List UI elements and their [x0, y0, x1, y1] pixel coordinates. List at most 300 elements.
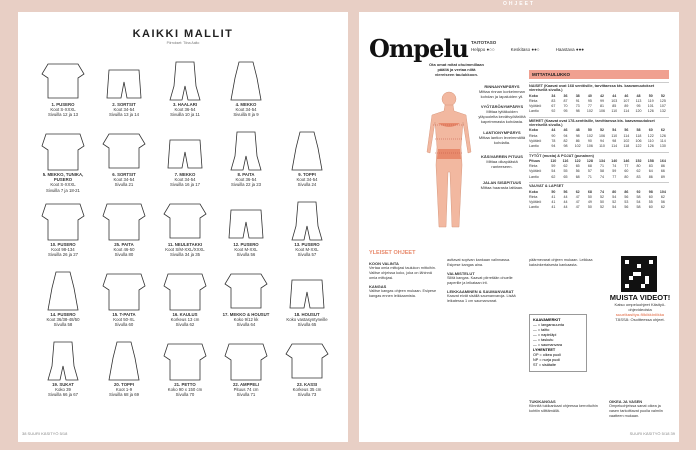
body-label: JALAN SISÄPITUUS Mittaa haarasta lattiaan.	[480, 180, 524, 190]
model-page: Sivuilla 26 ja 27	[47, 252, 79, 258]
model-number: 7. MEKKO	[174, 172, 196, 177]
legend-box	[529, 314, 587, 372]
model-page: Sivulla 73	[297, 392, 317, 398]
right-page	[359, 12, 679, 442]
model-size: Koko 39	[55, 387, 71, 393]
table-cell: 73	[575, 103, 580, 108]
table-cell: 56	[624, 128, 629, 133]
table-cell: 114	[611, 143, 618, 148]
table-section-title: TYTÖT (musta) & POJAT (punainen)	[529, 152, 669, 159]
table-row	[529, 143, 669, 148]
table-cell: 107	[623, 98, 630, 103]
table-cell: 44	[563, 195, 568, 200]
table-cell: 54	[636, 200, 641, 205]
garment-drawing	[156, 126, 214, 172]
paragraph: auttavat sopivan kankaan valinnassa. Esipese kangas aina.	[447, 258, 511, 267]
table-cell: 89	[624, 103, 629, 108]
table-cell: 46	[563, 128, 568, 133]
table-cell: 80	[636, 164, 641, 169]
garment-drawing	[95, 266, 153, 312]
table-cell: 59	[612, 169, 617, 174]
model-number: 16. KAULUS	[172, 312, 198, 317]
garment-drawing	[95, 126, 153, 172]
model-item	[34, 336, 92, 406]
model-item	[156, 126, 214, 196]
table-cell: 94	[600, 138, 605, 143]
model-item	[156, 336, 214, 406]
table-row	[529, 205, 669, 210]
table-cell: 106	[586, 143, 593, 148]
model-page: Sivuilla 66 ja 67	[47, 392, 79, 398]
abbr-item: NP = nurja puoli	[533, 358, 561, 362]
table-cell: 125	[659, 98, 666, 103]
table-cell: 55	[648, 200, 653, 205]
table-cell: 110	[611, 109, 618, 114]
model-size: Koko 9/12 kk	[233, 317, 259, 323]
table-cell: 52	[600, 205, 605, 210]
table-cell: 86	[624, 189, 629, 194]
table-cell: 71	[587, 174, 592, 179]
garment-drawing	[278, 336, 336, 382]
table-cell: Vyötärö	[529, 169, 542, 174]
table-cell: 130	[659, 143, 666, 148]
table-cell: 164	[659, 159, 666, 164]
table-row	[529, 200, 669, 205]
model-number: 10. PUSERO	[50, 242, 76, 247]
table-cell: 102	[586, 109, 593, 114]
table-cell: 122	[635, 143, 642, 148]
table-cell: 52	[612, 200, 617, 205]
model-size: Koot S/M-XXL/XXXL	[165, 247, 205, 253]
model-item	[34, 56, 92, 126]
model-item	[217, 196, 275, 266]
table-cell: 54	[551, 169, 556, 174]
table-cell: 114	[623, 133, 630, 138]
table-cell: 91	[575, 98, 580, 103]
model-page: Sivuilla 10 ja 11	[170, 112, 200, 118]
legend-item: — = saumanvara	[533, 343, 563, 347]
page-title: KAIKKI MALLIT	[132, 28, 234, 40]
table-cell: 38	[575, 93, 580, 98]
column-1	[369, 258, 441, 299]
table-cell: 55	[563, 169, 568, 174]
table-cell: 116	[562, 159, 569, 164]
table-cell: 48	[636, 93, 641, 98]
model-page: Sivuilla 12 ja 13	[47, 112, 79, 118]
table-cell: 82	[563, 138, 568, 143]
model-item	[34, 126, 92, 196]
garment-drawing	[217, 196, 275, 242]
table-cell: 44	[551, 128, 556, 133]
abbr-title: LYHENTEET	[533, 348, 556, 352]
table-section-title: MIEHET (Kaavat ovat 178-senttisille, tarvittaessa kts. kaavamuutokset viereisellä sivulla.)	[529, 117, 669, 128]
table-cell: 152	[635, 159, 642, 164]
table-row	[529, 109, 669, 114]
table-cell: 62	[660, 195, 665, 200]
model-size: Koot S-XXXL	[50, 107, 76, 113]
model-size: Koot M-XXL	[295, 247, 319, 253]
table-cell: 65	[563, 174, 568, 179]
table-cell: 110	[599, 143, 605, 148]
model-number: 23. KASSI	[296, 382, 318, 387]
model-page: Sivulla 21	[114, 182, 134, 188]
model-size: Koot 34-54	[235, 107, 257, 113]
paragraph: Kaavat eivät sisällä saumanvaroja. Lisää leikatessa 1 cm saumanvarat.	[447, 294, 516, 303]
garment-drawing	[34, 266, 92, 312]
column-2	[447, 258, 519, 304]
heading: KANGAS	[369, 284, 387, 289]
table-cell: 46	[624, 93, 629, 98]
table-cell: 62	[660, 128, 665, 133]
table-cell: 95	[636, 103, 641, 108]
paragraph: Valitse kangas ohjeen mukaan. Esipese kangas ennen leikkaamista.	[369, 289, 437, 298]
model-size: Koot M-XXL	[234, 247, 258, 253]
model-item	[278, 266, 336, 336]
table-cell: 64	[648, 169, 653, 174]
table-cell: 86	[660, 164, 665, 169]
model-number: 2. SORTSIT	[112, 102, 136, 107]
table-cell: 140	[611, 159, 618, 164]
model-number: 14. PUSERO	[50, 312, 76, 317]
table-cell: 74	[600, 189, 605, 194]
page-subtitle: Piirrokset: Tiina Aalto	[166, 41, 200, 45]
table-cell: 106	[599, 133, 606, 138]
table-cell: Rinta	[529, 133, 538, 138]
heading: OIKEA JA VASEN	[609, 399, 643, 404]
table-cell: 54	[612, 128, 617, 133]
top-note-text: Ota omat mitat ohuimmillaan päällä ja vertaa niitä viereiseen taulukkoon.	[429, 62, 484, 77]
table-cell: 77	[587, 103, 592, 108]
table-cell: 98	[575, 133, 580, 138]
table-cell: 62	[563, 164, 568, 169]
table-cell: 60	[648, 195, 653, 200]
table-cell: 120	[635, 109, 642, 114]
table-cell: 59	[551, 164, 556, 169]
table-cell: 56	[563, 189, 568, 194]
model-number: 21. PETTO	[174, 382, 196, 387]
table-cell: 41	[551, 200, 556, 205]
model-size: Korkeus 13 cm	[170, 317, 200, 323]
table-cell: 99	[600, 98, 605, 103]
model-page: Sivuilla 22 ja 23	[230, 182, 262, 188]
model-page: Sivuilla 13 ja 14	[108, 112, 140, 118]
table-cell: 62	[636, 169, 641, 174]
table-cell: 68	[587, 164, 592, 169]
garment-drawing	[217, 266, 275, 312]
table-cell: 58	[636, 195, 641, 200]
table-cell: 44	[612, 93, 617, 98]
model-page: Sivulla 58	[53, 322, 73, 328]
table-cell: 102	[586, 133, 593, 138]
garment-drawing	[34, 56, 92, 102]
model-size: Koot S-XXXL	[50, 182, 76, 188]
model-size: Pituus 74 cm	[233, 387, 259, 393]
model-item	[217, 126, 275, 196]
model-item	[95, 266, 153, 336]
body-label: RINNANYMPÄRYS Mittaa rinnan korkeimman kohdan ja lapaluiden yli.	[478, 84, 526, 99]
heading: VALMISTELUT	[447, 271, 475, 276]
table-cell: 50	[587, 128, 592, 133]
right-footer: SUURI KÄSITYÖ 5/18 39	[629, 431, 675, 436]
table-cell: Vyötärö	[529, 138, 542, 143]
table-cell: 42	[600, 93, 605, 98]
model-size: Koot 34-54	[113, 177, 135, 183]
table-cell: 126	[647, 109, 654, 114]
qr-code[interactable]	[621, 256, 657, 292]
table-cell: 86	[575, 138, 580, 143]
model-page: Sivuilla 8 ja 9	[233, 112, 259, 118]
table-cell: 56	[575, 169, 580, 174]
heading: TUKIKANGAS	[529, 399, 556, 404]
left-page	[18, 12, 348, 442]
model-page: Sivuilla 34 ja 35	[169, 252, 201, 258]
table-cell: 118	[635, 133, 642, 138]
model-item	[34, 266, 92, 336]
garment-drawing	[34, 196, 92, 242]
qr-note: TÄSSÄ: Osoitteessa ohjeet.	[615, 317, 665, 322]
model-item	[95, 336, 153, 406]
model-grid	[34, 56, 334, 406]
garment-drawing	[95, 196, 153, 242]
table-cell: 146	[623, 159, 630, 164]
table-cell: 114	[660, 138, 666, 143]
table-cell: 60	[648, 205, 653, 210]
table-row	[529, 128, 669, 133]
model-page: Sivulla 71	[236, 392, 256, 398]
model-number: 20. TOPPI	[114, 382, 134, 387]
model-page: Sivuilla 7 ja 18-21	[46, 187, 80, 193]
table-cell: 74	[600, 174, 605, 179]
garment-drawing	[34, 126, 92, 172]
legend-title: KAAVAMERKIT	[533, 318, 561, 322]
skill-title: TAITOTASO	[471, 40, 497, 45]
table-cell: 58	[636, 128, 641, 133]
table-cell: 94	[563, 133, 568, 138]
table-cell: 98	[575, 109, 580, 114]
table-cell: 47	[575, 205, 580, 210]
model-item	[95, 196, 153, 266]
garment-drawing	[217, 336, 275, 382]
table-row	[529, 103, 669, 108]
section-title: YLEISET OHJEET	[369, 250, 416, 256]
garment-drawing	[278, 196, 336, 242]
table-cell: 83	[648, 164, 653, 169]
legend-item: — = taitto	[533, 328, 550, 332]
model-number: 13. PUSERO	[294, 242, 320, 247]
model-page: Sivulla 64	[236, 322, 256, 328]
model-page: Sivulla 60	[114, 322, 134, 328]
table-cell: 50	[648, 93, 653, 98]
qr-link[interactable]: suurikasityo.fi/kikkiviikko	[615, 312, 665, 317]
model-number: 11. NEULETAKKI	[167, 242, 203, 247]
table-cell: 70	[563, 103, 568, 108]
model-size: Koot 36-54	[235, 177, 257, 183]
body-figure	[419, 87, 479, 237]
table-cell: 134	[599, 159, 606, 164]
table-cell: 52	[600, 128, 605, 133]
model-page: Sivuilla 68 ja 69	[108, 392, 140, 398]
garment-drawing	[95, 56, 153, 102]
table-cell: 44	[563, 205, 568, 210]
table-cell: 57	[587, 169, 592, 174]
model-number: 5. MEKKO, TUNIKA, PUSERO	[42, 172, 84, 183]
model-item	[156, 196, 214, 266]
table-cell: 132	[659, 109, 666, 114]
table-cell: 52	[660, 93, 665, 98]
table-row	[529, 159, 669, 164]
model-page: Sivulla 80	[114, 252, 134, 258]
model-number: 25. PAITA	[114, 242, 134, 247]
garment-drawing	[156, 196, 214, 242]
table-cell: 92	[551, 109, 556, 114]
table-cell: 41	[551, 205, 556, 210]
model-page: Sivulla 70	[175, 392, 195, 398]
paragraph: Silitä kangas. Kaavat piirretään ohuelle paperille ja leikataan irti.	[447, 276, 513, 285]
table-cell: 102	[574, 143, 581, 148]
body-label: VYÖTÄRÖNYMPÄRYS Mittaa tyttäkuiden yläpuolelta kevätvyötäröltä kapeimmasta kohdasta.	[478, 104, 526, 124]
table-cell: 113	[635, 98, 642, 103]
abbr-item: ST = sisätaite	[533, 363, 557, 367]
model-number: 22. AMPPELI	[232, 382, 260, 387]
table-cell: 81	[600, 103, 605, 108]
table-cell: Koko	[529, 93, 538, 98]
garment-drawing	[156, 56, 214, 102]
table-cell: 110	[611, 133, 618, 138]
table-cell: 47	[575, 195, 580, 200]
table-cell: 110	[647, 138, 654, 143]
table-cell: 58	[636, 205, 641, 210]
garment-drawing	[217, 56, 275, 102]
model-number: 3. HAALARI	[172, 102, 198, 107]
table-row	[529, 194, 669, 199]
model-item	[95, 56, 153, 126]
model-number: 18. HOUSUT	[294, 312, 320, 317]
paragraph: Ompeluohjeissa sanat oikea ja vasen tarkoittavat puolia valmiin vaatteen mukaan.	[609, 404, 663, 418]
model-item	[217, 56, 275, 126]
table-cell: Rinta	[529, 164, 538, 169]
qr-text	[609, 294, 671, 322]
table-row	[529, 189, 669, 194]
garment-drawing	[278, 126, 336, 172]
model-size: Koot 36-54	[174, 107, 196, 113]
top-note	[429, 62, 484, 77]
table-cell: 86	[648, 174, 653, 179]
table-cell: 128	[586, 159, 593, 164]
table-cell: 107	[659, 103, 666, 108]
model-size: Koot 34-54	[296, 177, 318, 183]
model-size: Koko 90 x 150 cm	[167, 387, 203, 393]
table-cell: 83	[636, 174, 641, 179]
table-cell: 122	[574, 159, 581, 164]
model-item	[95, 126, 153, 196]
model-size: Koot 34-54	[174, 177, 196, 183]
table-cell: 119	[647, 98, 654, 103]
table-cell: 67	[551, 103, 556, 108]
model-item	[156, 266, 214, 336]
table-cell: 60	[624, 169, 629, 174]
table-cell: 50	[551, 189, 556, 194]
table-cell: 53	[624, 200, 629, 205]
column-3b	[529, 396, 599, 414]
table-cell: 85	[612, 103, 617, 108]
table-cell: 77	[624, 164, 629, 169]
column-4	[609, 396, 671, 419]
model-number: 12. PUSERO	[233, 242, 259, 247]
garment-drawing	[278, 266, 336, 312]
paragraph: Vertaa omia mittojasi taulukon mittoihin. Valitse ohjeissa koko, joka on lähinnä omia mittojasi.	[369, 266, 436, 280]
table-cell: 102	[623, 138, 630, 143]
table-cell: 126	[647, 143, 654, 148]
table-cell: Rinta	[529, 195, 538, 200]
model-number: 17. MEKKO & HOUSUT	[222, 312, 270, 317]
table-cell: 122	[647, 133, 654, 138]
table-cell: 54	[612, 195, 617, 200]
table-cell: 68	[587, 189, 592, 194]
table-row	[529, 138, 669, 143]
table-cell: 98	[612, 138, 617, 143]
model-number: 6. SORTSIT	[112, 172, 136, 177]
table-row	[529, 133, 669, 138]
garment-drawing	[217, 126, 275, 172]
model-size: Koot 50-XL	[113, 317, 135, 323]
table-cell: 48	[575, 128, 580, 133]
qr-title: MUISTA VIDEOT!	[609, 293, 671, 302]
measurement-table	[529, 70, 669, 210]
model-number: 9. TOPPI	[298, 172, 316, 177]
level-medium: Keskitaso ●●○	[510, 47, 540, 52]
legend-item: — = napinläpi	[533, 333, 557, 337]
table-cell: 68	[575, 174, 580, 179]
legend-item: — = langansuunta	[533, 323, 564, 327]
table-cell: Lantio	[529, 143, 539, 148]
top-banner: OHJEET	[502, 1, 535, 7]
brand-title: Ompelu	[369, 34, 468, 63]
abbr-item: OP = oikea puoli	[533, 353, 561, 357]
qr-desc: Katso ompeluohjeet Käsityö-ohjevideoista	[614, 302, 666, 312]
level-hard: Haastava ●●●	[555, 47, 585, 52]
model-item	[278, 196, 336, 266]
body-label: LANTIONYMPÄRYS Mittaa lantion leveimmältä kohdalta.	[478, 130, 526, 145]
column-3	[529, 258, 599, 268]
table-cell: 92	[636, 189, 641, 194]
model-size: Koko vastasyntyneille	[286, 317, 328, 323]
table-cell: Koko	[529, 128, 538, 133]
body-label: KÄSIVARREN PITUUS Mittaa olkapäästä ranteeseen.	[481, 154, 523, 169]
table-cell: 52	[600, 195, 605, 200]
table-cell: 158	[647, 159, 654, 164]
table-cell: 126	[659, 133, 666, 138]
model-page: Sivulla 62	[175, 322, 195, 328]
model-number: 15. T-PAITA	[112, 312, 136, 317]
model-page: Sivulla 65	[297, 322, 317, 328]
table-cell: 71	[600, 164, 605, 169]
table-cell: Lantio	[529, 174, 539, 179]
table-cell: 58	[600, 169, 605, 174]
table-cell: Koko	[529, 189, 538, 194]
table-row	[529, 169, 669, 174]
table-section-title: VAUVAT & LAPSET	[529, 182, 669, 189]
table-cell: 101	[647, 103, 654, 108]
table-cell: 94	[551, 143, 556, 148]
table-cell: 106	[599, 109, 606, 114]
model-item	[278, 336, 336, 406]
table-cell: 56	[660, 200, 665, 205]
table-cell: 60	[648, 128, 653, 133]
table-row	[529, 93, 669, 98]
model-number: 4. MEKKO	[235, 102, 257, 107]
table-cell: 106	[635, 138, 642, 143]
table-section-title: NAISET (Kaavat ovat 168 senttisille, tarvittaessa kts. kaavamuutokset viereisellä sivulla.)	[529, 82, 669, 93]
